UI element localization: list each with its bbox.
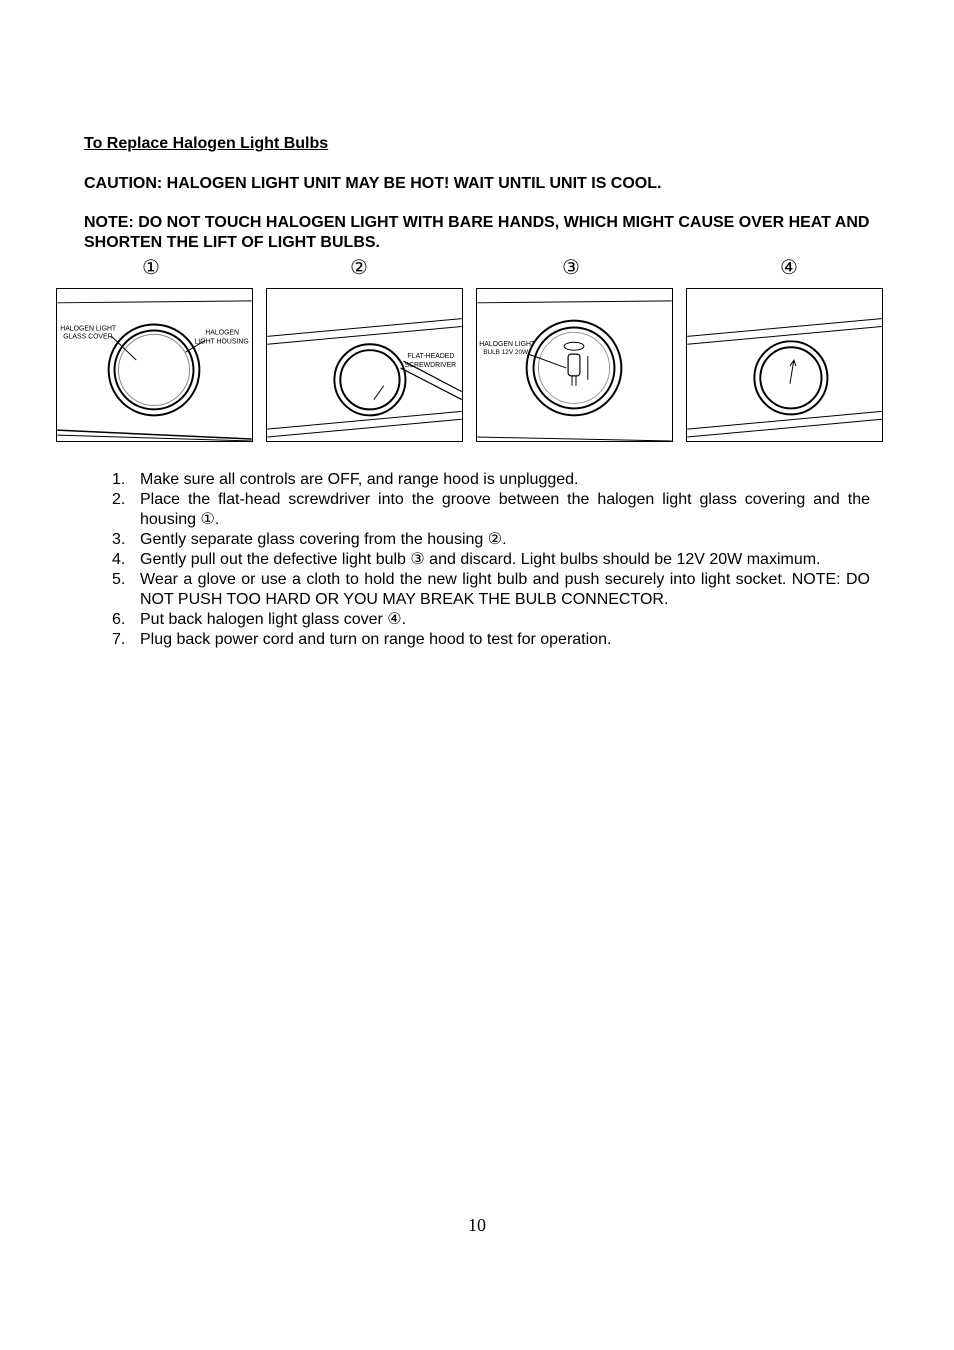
instruction-steps [112,470,870,650]
label-screwdriver-2: SCREWDRIVER [404,361,457,369]
label-bulb-2: BULB 12V 20W [483,349,529,357]
caution-text: CAUTION: HALOGEN LIGHT UNIT MAY BE HOT! WAIT UNTIL UNIT IS COOL. [84,175,662,192]
figure-2-illustration [266,288,463,442]
list-item: 7. Plug back power cord and turn on range hood to test for operation. [112,631,612,648]
list-item: 1. Make sure all controls are OFF, and range hood is unplugged. [112,471,579,488]
label-glass-cover-1: HALOGEN LIGHT [60,325,117,333]
figure-3-illustration [476,288,673,442]
figure-1-number: ① [142,255,160,279]
figure-3-number: ③ [562,255,580,279]
label-housing-1: HALOGEN [205,329,240,337]
list-item: 5. Wear a glove or use a cloth to hold the new light bulb and push securely into light socket. NOTE: DO NOT PUSH TOO HARD OR YOU MAY BREAK THE BULB CONNECTOR. [112,571,870,608]
label-screwdriver-1: FLAT-HEADED [407,353,455,361]
figure-4-illustration [686,288,883,442]
label-glass-cover-2: GLASS COVER [63,333,113,341]
figure-4-number: ④ [780,255,798,279]
note-text: NOTE: DO NOT TOUCH HALOGEN LIGHT WITH BARE HANDS, WHICH MIGHT CAUSE OVER HEAT AND SHORTEN THE LIFT OF LIGHT BULBS. [84,214,870,251]
label-housing-2: LIGHT HOUSING [194,338,249,346]
figure-1-illustration [56,288,253,442]
section-heading: To Replace Halogen Light Bulbs [84,135,329,152]
list-item: 2. Place the flat-head screwdriver into the groove between the halogen light glass covering and the housing ①. [112,491,870,528]
figure-2-number: ② [350,255,368,279]
list-item: 3. Gently separate glass covering from the housing ②. [112,531,507,548]
label-bulb-1: HALOGEN LIGHT [479,341,536,349]
list-item: 4. Gently pull out the defective light bulb ③ and discard. Light bulbs should be 12V 20W maximum. [112,551,821,568]
page-number: 10 [468,1215,486,1235]
list-item: 6. Put back halogen light glass cover ④. [112,611,407,628]
